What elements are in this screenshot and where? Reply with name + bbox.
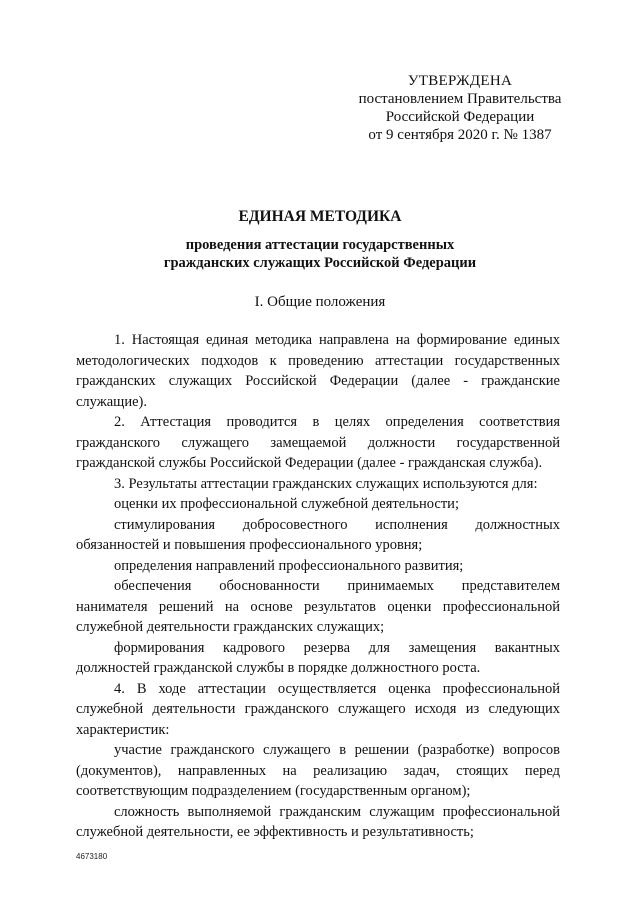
list-item: сложность выполняемой гражданским служащим профессиональной служебной деятельности, ее эффективность и результативность; — [76, 803, 560, 840]
list-item: определения направлений профессионального развития; — [114, 557, 464, 574]
list-item: стимулирования добросовестного исполнения должностных обязанностей и повышения профессионального уровня; — [76, 516, 560, 553]
approval-stamp: УТВЕРЖДЕНА — [407, 73, 513, 89]
paragraph: 3. Результаты аттестации гражданских служащих используются для: — [114, 475, 538, 492]
approval-authority: постановлением Правительства — [358, 91, 562, 107]
list-item: формирования кадрового резерва для замещения вакантных должностей гражданской службы в порядке должностного роста. — [76, 639, 560, 676]
approval-block — [330, 72, 590, 144]
approval-country: Российской Федерации — [385, 109, 535, 125]
paragraph: 2. Аттестация проводится в целях определения соответствия гражданского служащего замещаемой должности государственной гражданской службы Российской Федерации (далее - гражданская служба). — [76, 414, 560, 471]
document-body — [76, 330, 560, 843]
document-subtitle — [0, 236, 640, 272]
document-subtitle-line-1: проведения аттестации государственных — [185, 237, 455, 253]
paragraph: 4. В ходе аттестации осуществляется оценка профессиональной служебной деятельности гражданского служащего исходя из следующих характеристик: — [76, 680, 560, 738]
document-code: 4673180 — [76, 852, 108, 861]
section-heading: I. Общие положения — [254, 294, 386, 310]
list-item: оценки их профессиональной служебной деятельности; — [114, 496, 459, 512]
list-item: участие гражданского служащего в решении (разработке) вопросов (документов), направленных на реализацию задач, стоящих перед соответствующим подразделением (государственным органом); — [76, 742, 560, 799]
list-item: обеспечения обоснованности принимаемых представителем нанимателя решений на основе результатов оценки профессиональной служебной деятельности гражданских служащих; — [76, 578, 560, 635]
document-title: ЕДИНАЯ МЕТОДИКА — [238, 208, 402, 225]
document-subtitle-line-2: гражданских служащих Российской Федерации — [163, 255, 477, 271]
paragraph: 1. Настоящая единая методика направлена на формирование единых методологических подходов к проведению аттестации государственных гражданских служащих Российской Федерации (далее - гражданские служащие). — [76, 332, 560, 410]
approval-date-number: от 9 сентября 2020 г. № 1387 — [368, 127, 552, 143]
